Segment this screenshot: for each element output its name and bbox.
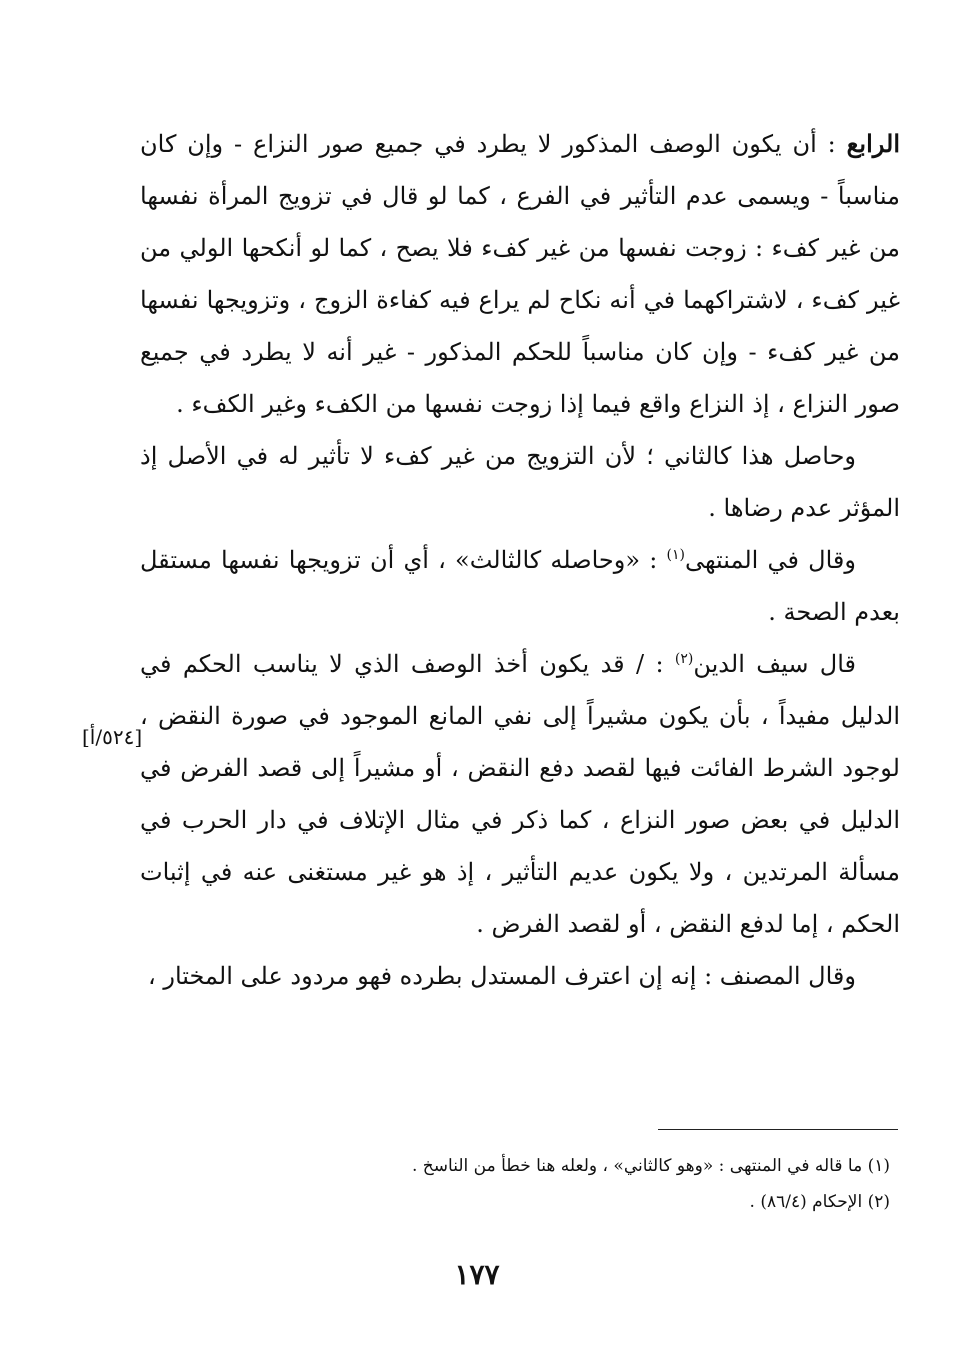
paragraph-5 <box>140 950 900 1002</box>
paragraph-3 <box>140 534 900 638</box>
footnote-ref-2: (٢) <box>674 651 694 667</box>
paragraph-1 <box>140 118 900 430</box>
footnote-2: (٢) الإحكام (٨٦/٤) . <box>749 1192 890 1212</box>
footnote-divider <box>658 1129 898 1130</box>
paragraph-text: : / قد يكون أخذ الوصف الذي لا يناسب الحكم في الدليل مفيداً ، بأن يكون مشيراً إلى نفي المانع الموجود في صورة النقض ، لوجود الشرط الفائت فيها لقصد دفع النقض ، أو مشيراً إلى قصد الفرض في الدليل في بعض صور النزاع ، كما ذكر في مثال الإتلاف في دار الحرب في مسألة المرتدين ، ولا يكون عديم التأثير ، إذ هو غير مستغنى عنه في إثبات الحكم ، إما لدفع النقض ، أو لقصد الفرض . <box>140 650 900 938</box>
paragraph-text: قال سيف الدين <box>693 650 857 678</box>
paragraph-4 <box>140 638 900 950</box>
paragraph-text: : «وحاصله كالثالث» ، أي أن تزويجها نفسها مستقل بعدم الصحة . <box>140 546 900 626</box>
paragraph-text: وحاصل هذا كالثاني ؛ لأن التزويج من غير كفء لا تأثير له في الأصل إذ المؤثر عدم رضاها . <box>140 442 900 522</box>
footnote-1: (١) ما قاله في المنتهى : «وهو كالثاني» ، ولعله هنا خطأ من الناسخ . <box>411 1156 890 1176</box>
manuscript-folio-marker: [٥٢٤/أ] <box>82 725 143 749</box>
paragraph-text: وقال في المنتهى <box>684 546 856 574</box>
paragraph-text: وقال المصنف : إنه إن اعترف المستدل بطرده فهو مردود على المختار ، <box>148 962 856 990</box>
page-number: ١٧٧ <box>454 1258 500 1291</box>
paragraph-text: : أن يكون الوصف المذكور لا يطرد في جميع صور النزاع - وإن كان مناسباً - ويسمى عدم التأثير في الفرع ، كما لو قال في تزويج المرأة نفسها من غير كفء : زوجت نفسها من غير كفء فلا يصح ، كما لو أنكحها الولي من غير كفء ، لاشتراكهما في أنه نكاح لم يراع فيه كفاءة الزوج ، وتزويجها نفسها من غير كفء - وإن كان مناسباً للحكم المذكور - غير أنه لا يطرد في جميع صور النزاع ، إذ النزاع واقع فيما إذا زوجت نفسها من الكفء وغير الكفء . <box>140 130 901 418</box>
main-text <box>140 118 900 1002</box>
footnotes <box>300 1148 890 1220</box>
footnote-ref-1: (١) <box>666 547 685 563</box>
paragraph-2 <box>140 430 900 534</box>
paragraph-lead-word: الرابع <box>846 129 900 158</box>
